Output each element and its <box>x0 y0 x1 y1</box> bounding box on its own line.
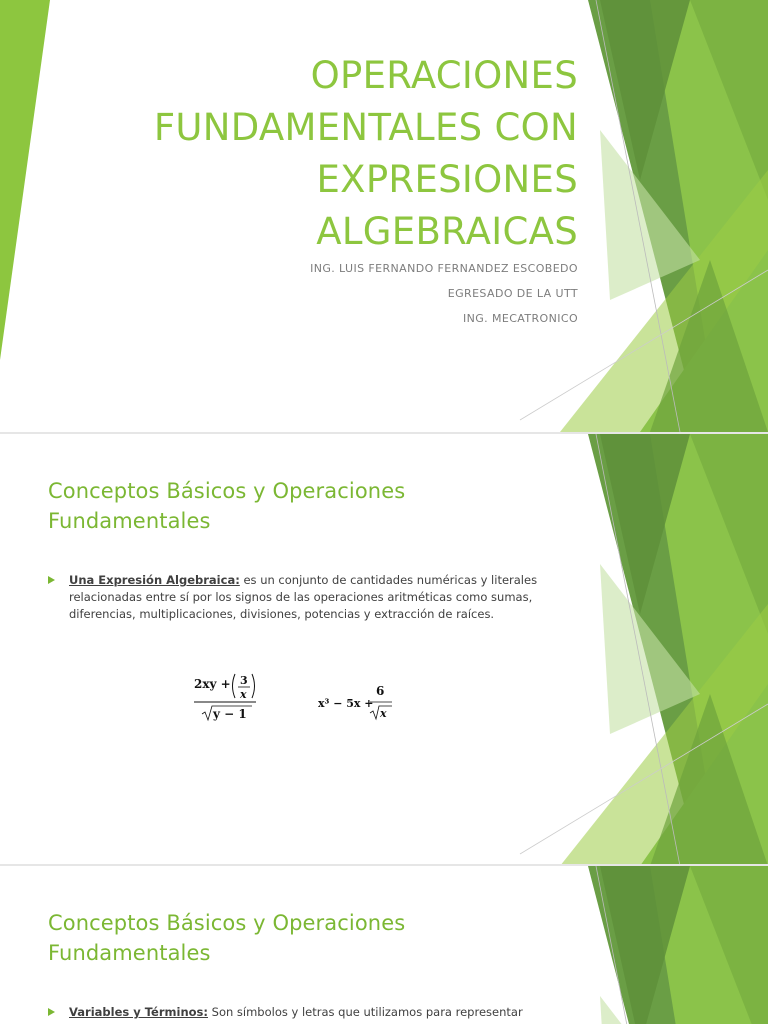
expr2-text: x³ − 5x + <box>318 697 374 710</box>
title-slide <box>0 0 768 432</box>
svg-text:x: x <box>380 707 387 720</box>
variables-slide <box>0 866 768 1024</box>
title-line: Conceptos Básicos y Operaciones <box>48 479 406 503</box>
svg-text:3: 3 <box>240 674 248 687</box>
algebraic-expression-1 <box>190 660 265 726</box>
slide-title <box>48 908 405 968</box>
title-line: FUNDAMENTALES CON <box>153 106 578 149</box>
bullet-text <box>69 1004 558 1021</box>
term-definition: es un conjunto de cantidades numéricas y literales relacionadas entre sí por los signos de las operaciones aritméticas como sumas, diferencias, multiplicaciones, divisiones, potencias y extracción de raíces. <box>69 573 538 621</box>
degree-line: ING. MECATRONICO <box>462 312 578 325</box>
title-line: EXPRESIONES <box>316 158 578 201</box>
title-line: Fundamentales <box>48 941 211 965</box>
slide-title <box>108 50 578 258</box>
svg-text:x: x <box>240 688 247 701</box>
svg-text:6: 6 <box>376 684 385 698</box>
author-line: ING. LUIS FERNANDO FERNANDEZ ESCOBEDO <box>310 262 578 275</box>
bullet-arrow-icon <box>48 576 55 584</box>
bullet-arrow-icon <box>48 1008 55 1016</box>
concepts-slide <box>0 434 768 864</box>
title-line: Conceptos Básicos y Operaciones <box>48 911 406 935</box>
title-line: Fundamentales <box>48 509 211 533</box>
bullet-item <box>48 572 558 623</box>
term-label: Variables y Términos: <box>69 1005 208 1019</box>
term-definition: Son símbolos y letras que utilizamos para representar <box>207 1005 523 1019</box>
title-line: ALGEBRAICAS <box>316 210 578 253</box>
slide-subtitle <box>310 256 578 331</box>
affiliation-line: EGRESADO DE LA UTT <box>447 287 578 300</box>
slide-title <box>48 476 405 536</box>
algebraic-expression-2 <box>316 679 396 729</box>
expr1-denominator: y − 1 <box>213 707 247 721</box>
bullet-text <box>69 572 558 623</box>
expr1-numerator: 2xy + <box>194 677 231 691</box>
title-line: OPERACIONES <box>310 54 578 97</box>
term-label: Una Expresión Algebraica: <box>69 573 240 587</box>
bullet-item <box>48 1004 558 1021</box>
